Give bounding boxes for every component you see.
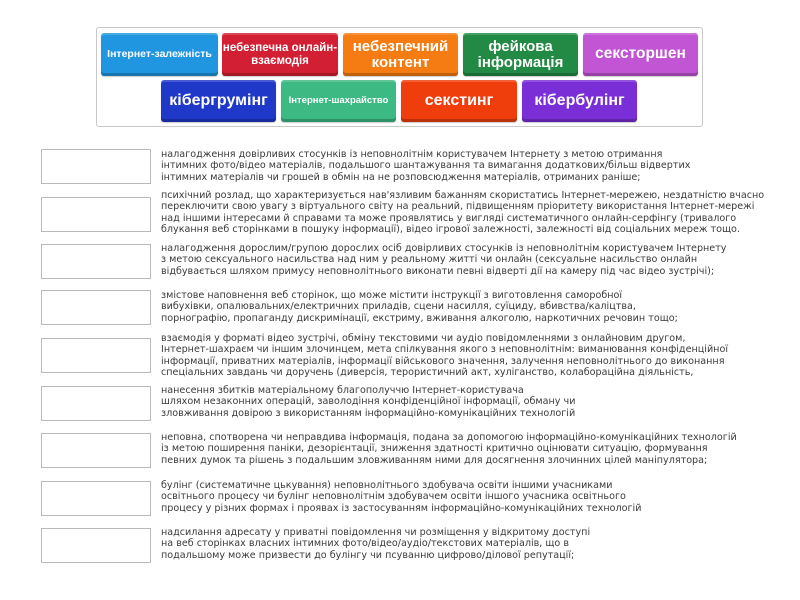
tile-sextortion[interactable] (583, 33, 698, 76)
answer-slot-3[interactable] (41, 244, 151, 279)
tile-label: Інтернет-шахрайство (288, 95, 389, 107)
tile-label: секстинг (424, 91, 494, 109)
answer-slot-1[interactable] (41, 149, 151, 184)
definition-6: нанесення збитків матеріальному благополуччю Інтернет-користувача шляхом незаконних операцій, заволодіння конфіденційної інформації, обману чи зловживання довірою з використанням інформаційно-комунікаційних технологій (161, 385, 576, 419)
tile-label: сексторшен (595, 45, 686, 63)
tile-cybergrooming[interactable] (161, 80, 276, 122)
tile-label: фейкова інформація (477, 37, 564, 71)
tile-label: кібербулінг (534, 91, 625, 109)
tile-internet-addiction[interactable] (101, 33, 218, 76)
tile-label: небезпечний контент (352, 37, 449, 71)
tile-label: Інтернет-залежність (107, 47, 212, 60)
definition-4: змістове наповнення веб сторінок, що може містити інструкції з виготовлення саморобної вибухівки, опалювальних/електричних приладів, сцени насилля, суїциду, вбивства/каліцтва, порнографію, пропаганду дискримінації, екстриму, вживання алкоголю, наркотичних речовин тощо; (161, 290, 678, 324)
definition-9: надсилання адресату у приватні повідомлення чи розміщення у відкритому доступі на веб сторінках власних інтимних фото/відео/аудіо/текстових матеріалів, що в подальшому може призвести до булінгу чи псуванню цифрово/ділової репутації; (161, 527, 591, 561)
answer-slot-2[interactable] (41, 197, 151, 232)
definition-1: налагодження довірливих стосунків із неповнолітнім користувачем Інтернету з метою отримання інтимних фото/відео матеріалів, подальшого шантажування та вимагання додаткових/більш відвертих інтимних матеріалів чи грошей в обмін на не розповсюдження матеріалів, отриманих раніше; (161, 149, 691, 183)
answer-slot-5[interactable] (41, 338, 151, 373)
answer-slot-7[interactable] (41, 433, 151, 468)
answer-slot-4[interactable] (41, 290, 151, 325)
tile-sexting[interactable] (401, 80, 517, 122)
tile-dangerous-content[interactable] (343, 33, 458, 76)
answer-slot-6[interactable] (41, 386, 151, 421)
definition-2: психічний розлад, що характеризується нав'язливим бажанням скористатись Інтернет-мережею, нездатністю вчасно переключити свою увагу з віртуального світу на реальний, підвищенням пріоритету використання Інтернет-мережі над іншими інтересами й справами та може проявлятись у вигляді систематичного онлайн-серфінгу (тривалого блукання веб сторінками в пошуку інформації), відео ігрової залежності, залежності від соціальних мереж тощо. (161, 190, 765, 236)
tile-label: небезпечна онлайн-взаємодія (222, 42, 338, 67)
answer-slot-8[interactable] (41, 481, 151, 516)
tile-internet-fraud[interactable] (281, 80, 396, 122)
tile-label: кібергрумінг (169, 91, 268, 109)
tile-fake-information[interactable] (463, 33, 578, 76)
definition-7: неповна, спотворена чи неправдива інформація, подана за допомогою інформаційно-комунікаційних технологій із метою поширення паніки, дезорієнтації, зниження здатності критично оцінювати ситуацію, формування певних думок та рішень з подальшим зловживанням ними для досягнення злочинних цілей маніпулятора; (161, 432, 737, 466)
definition-3: налагодження дорослим/групою дорослих осіб довірливих стосунків із неповнолітнім користувачем Інтернету з метою сексуального насильства над ним у реальному житті чи онлайн (сексуальне насильство онлайн відбувається шляхом примусу неповнолітнього виконати певні відверті дії на камеру під час відео зустрічі); (161, 243, 727, 277)
definition-8: булінг (систематичне цькування) неповнолітнього здобувача освіти іншими учасниками освітнього процесу чи булінг неповнолітнім здобувачем освіти іншого учасника освітнього процесу у різних формах і проявах із застосуванням інформаційно-комунікаційних технологій (161, 480, 642, 514)
tile-cyberbullying[interactable] (522, 80, 637, 122)
answer-slot-9[interactable] (41, 528, 151, 563)
word-bank (96, 27, 703, 127)
definition-5: взаємодія у форматі відео зустрічі, обміну текстовими чи аудіо повідомленнями з онлайновим другом, Інтернет-шахраєм чи іншим злочинцем, мета спілкування якого з неповнолітнім: виманювання конфіденційної інформації, приватних матеріалів, інформації військового значення, залучення неповнолітнього до виконання спеціальних завдань чи доручень (диверсія, терористичний акт, хуліганство, колабораційна діяльність, (161, 333, 728, 379)
tile-dangerous-online-interaction[interactable] (222, 33, 338, 76)
